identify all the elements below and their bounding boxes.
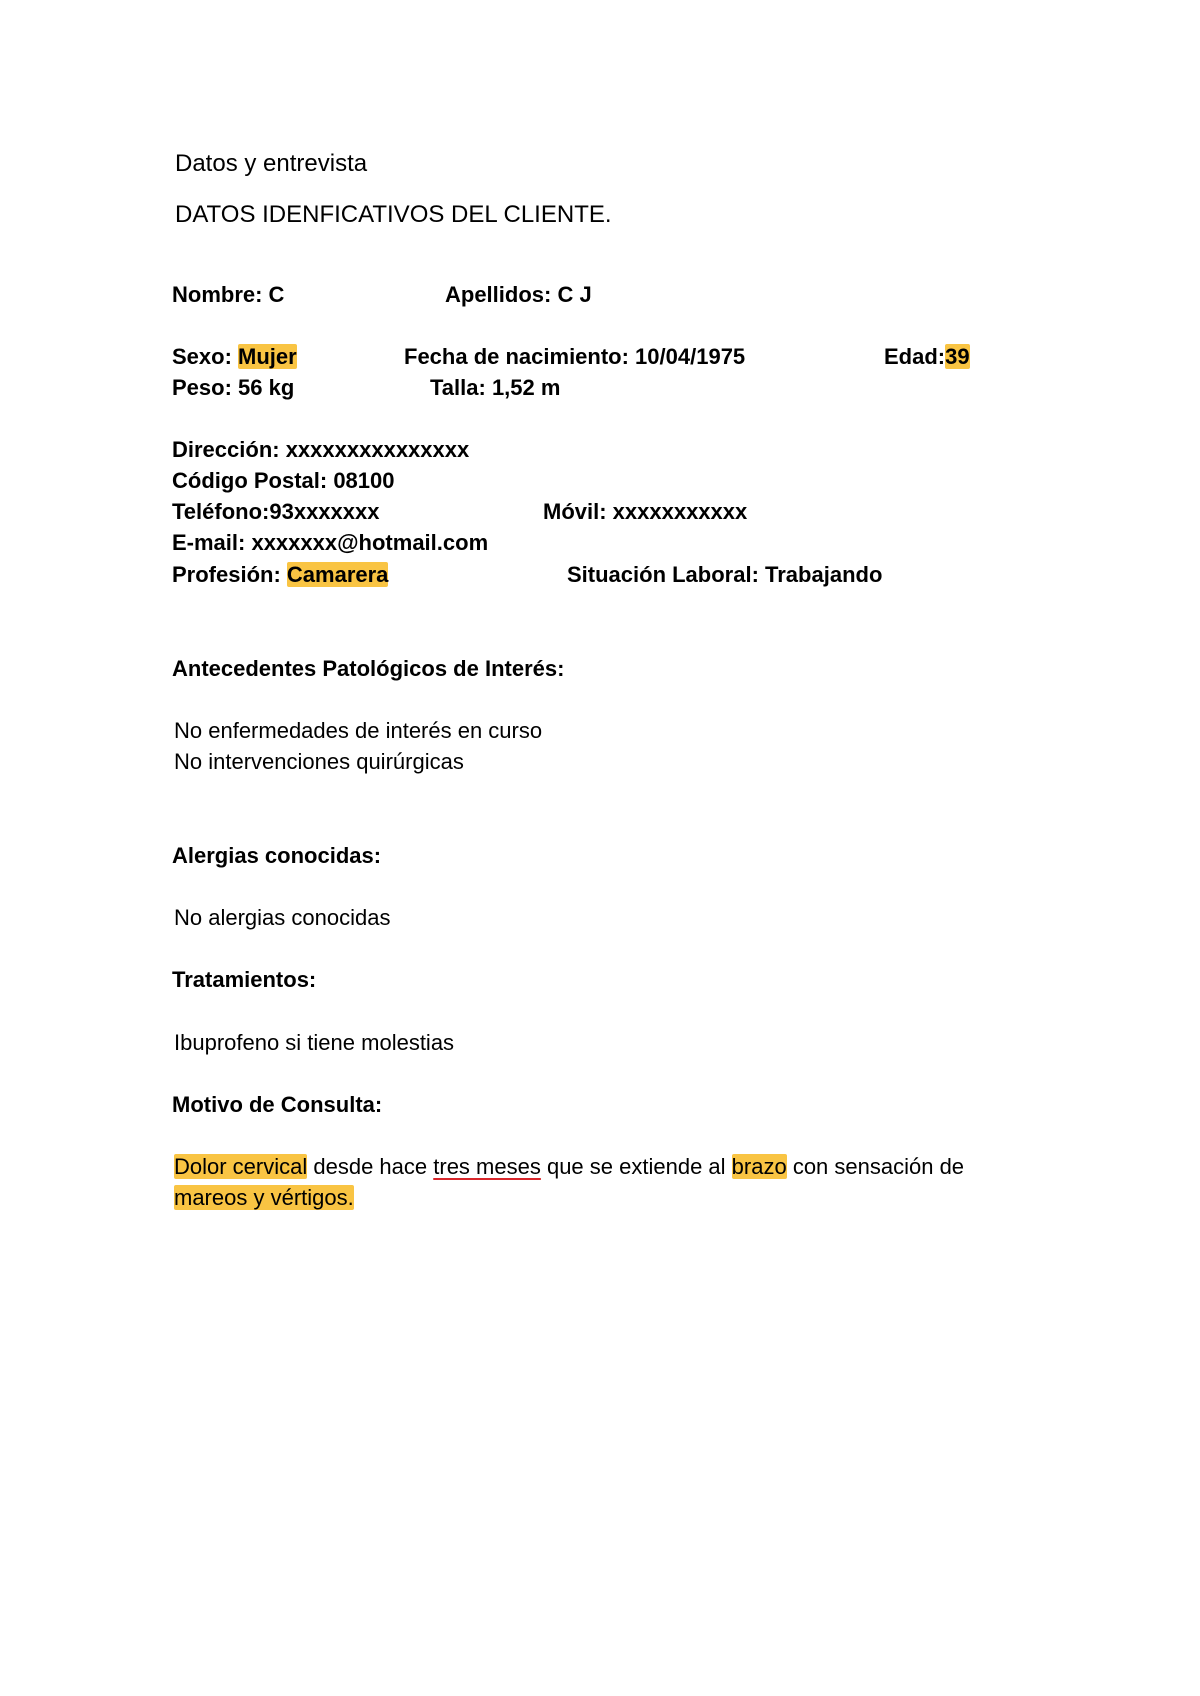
- edad-field: [884, 343, 970, 371]
- motivo-dolor-cervical: Dolor cervical: [174, 1154, 308, 1179]
- email-field: E-mail: xxxxxxx@hotmail.com: [172, 530, 489, 555]
- situacion-laboral-field: Situación Laboral: Trabajando: [567, 562, 883, 587]
- edad-label: Edad:: [884, 344, 946, 369]
- motivo-mareos-vertigos: mareos y vértigos.: [174, 1185, 354, 1210]
- motivo-tres-meses-spellcheck: tres meses: [433, 1154, 541, 1179]
- antecedentes-line-2: No intervenciones quirúrgicas: [174, 749, 464, 774]
- section-title: DATOS IDENFICATIVOS DEL CLIENTE.: [175, 201, 612, 228]
- motivo-line-2: [174, 1184, 354, 1212]
- profesion-label: Profesión:: [172, 562, 287, 587]
- tratamientos-text: Ibuprofeno si tiene molestias: [174, 1030, 455, 1055]
- fecha-nacimiento-field: Fecha de nacimiento: 10/04/1975: [404, 344, 746, 369]
- motivo-heading: Motivo de Consulta:: [172, 1092, 383, 1117]
- nombre-field: Nombre: C: [172, 282, 285, 307]
- motivo-text-segment: que se extiende al: [540, 1154, 732, 1179]
- motivo-line-1: [174, 1153, 964, 1181]
- document-title: Datos y entrevista: [175, 150, 368, 177]
- direccion-field: Dirección: xxxxxxxxxxxxxxx: [172, 437, 470, 462]
- motivo-brazo: brazo: [731, 1154, 787, 1179]
- sexo-field: [172, 343, 297, 371]
- profesion-value: Camarera: [286, 562, 389, 587]
- profesion-field: [172, 561, 388, 589]
- motivo-text-segment: desde hace: [307, 1154, 434, 1179]
- motivo-text-segment: con sensación de: [786, 1154, 965, 1179]
- edad-value: 39: [945, 344, 970, 369]
- alergias-text: No alergias conocidas: [174, 905, 391, 930]
- codigo-postal-field: Código Postal: 08100: [172, 468, 395, 493]
- sexo-label: Sexo:: [172, 344, 239, 369]
- telefono-field: Teléfono:93xxxxxxx: [172, 499, 380, 524]
- movil-field: Móvil: xxxxxxxxxxx: [543, 499, 748, 524]
- apellidos-field: Apellidos: C J: [445, 282, 592, 307]
- tratamientos-heading: Tratamientos:: [172, 967, 317, 992]
- talla-field: Talla: 1,52 m: [430, 375, 561, 400]
- sexo-value: Mujer: [238, 344, 297, 369]
- alergias-heading: Alergias conocidas:: [172, 843, 382, 868]
- antecedentes-heading: Antecedentes Patológicos de Interés:: [172, 656, 565, 681]
- peso-field: Peso: 56 kg: [172, 375, 295, 400]
- antecedentes-line-1: No enfermedades de interés en curso: [174, 718, 543, 743]
